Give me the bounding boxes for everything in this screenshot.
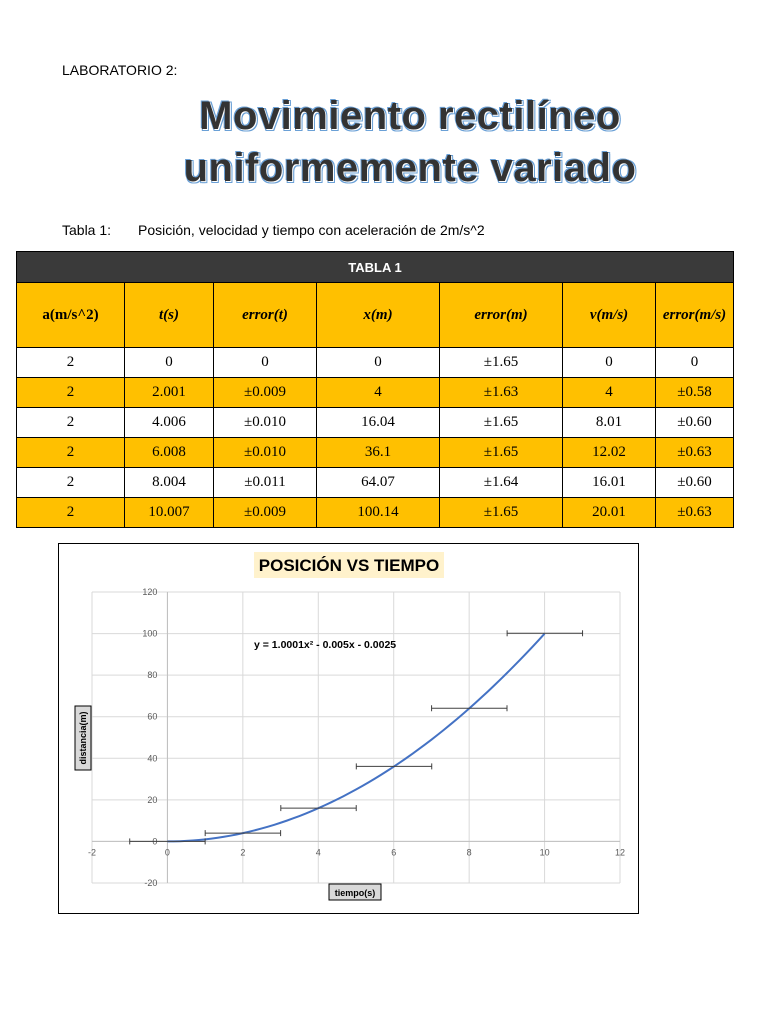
table-caption-text: Posición, velocidad y tiempo con aceleración de 2m/s^2 xyxy=(138,222,485,238)
column-header: error(t) xyxy=(214,283,317,348)
x-tick-label: 0 xyxy=(164,847,170,858)
data-table xyxy=(16,251,734,528)
x-tick-label: 10 xyxy=(539,847,550,858)
table-cell: 16.04 xyxy=(317,408,440,438)
table-cell: ±0.60 xyxy=(656,468,734,498)
table-cell: 0 xyxy=(563,348,656,378)
table-cell: 0 xyxy=(656,348,734,378)
table-row xyxy=(17,348,734,378)
column-header: t(s) xyxy=(125,283,214,348)
y-tick-label: 0 xyxy=(152,836,158,847)
x-tick-label: 2 xyxy=(240,847,246,858)
table-cell: 2 xyxy=(17,468,125,498)
column-header: error(m/s) xyxy=(656,283,734,348)
table-cell: ±0.011 xyxy=(214,468,317,498)
y-tick-label: 60 xyxy=(147,711,158,722)
table-cell: ±0.010 xyxy=(214,408,317,438)
table-cell: 2 xyxy=(17,438,125,468)
table-cell: 10.007 xyxy=(125,498,214,528)
y-tick-label: 20 xyxy=(147,794,158,805)
title-line-2: uniformemente variado xyxy=(183,146,637,190)
table-row xyxy=(17,498,734,528)
table-cell: 6.008 xyxy=(125,438,214,468)
x-tick-label: 4 xyxy=(315,847,321,858)
table-caption-number: Tabla 1: xyxy=(62,222,112,238)
table-cell: 12.02 xyxy=(563,438,656,468)
table-row xyxy=(17,408,734,438)
y-tick-label: 80 xyxy=(147,670,158,681)
title-line-1: Movimiento rectilíneo xyxy=(199,94,621,138)
table-row xyxy=(17,378,734,408)
table-title-row xyxy=(17,252,734,283)
table-row xyxy=(17,468,734,498)
table-cell: 2 xyxy=(17,348,125,378)
y-tick-label: -20 xyxy=(144,878,158,888)
table-cell: 0 xyxy=(125,348,214,378)
table-cell: ±0.009 xyxy=(214,378,317,408)
table-cell: 2 xyxy=(17,378,125,408)
y-tick-label: 120 xyxy=(142,587,158,597)
table-cell: ±1.64 xyxy=(440,468,563,498)
table-cell: 100.14 xyxy=(317,498,440,528)
table-cell: ±0.58 xyxy=(656,378,734,408)
column-header: x(m) xyxy=(317,283,440,348)
table-cell: 2 xyxy=(17,498,125,528)
table-cell: ±1.65 xyxy=(440,438,563,468)
table-cell: ±1.65 xyxy=(440,498,563,528)
table-cell: ±1.63 xyxy=(440,378,563,408)
table-cell: ±1.65 xyxy=(440,348,563,378)
x-axis-label: tiempo(s) xyxy=(334,888,376,898)
table-cell: 36.1 xyxy=(317,438,440,468)
trendline-equation: y = 1.0001x² - 0.005x - 0.0025 xyxy=(254,639,397,651)
table-cell: 0 xyxy=(214,348,317,378)
table-row xyxy=(17,438,734,468)
table-cell: 20.01 xyxy=(563,498,656,528)
table-cell: ±0.63 xyxy=(656,498,734,528)
table-cell: 8.004 xyxy=(125,468,214,498)
table-cell: 4 xyxy=(563,378,656,408)
table-cell: 4.006 xyxy=(125,408,214,438)
y-tick-label: 40 xyxy=(147,753,158,764)
column-header: error(m) xyxy=(440,283,563,348)
chart-title: POSICIÓN VS TIEMPO xyxy=(258,556,440,575)
y-tick-label: 100 xyxy=(142,628,158,639)
x-tick-label: 6 xyxy=(391,847,397,858)
column-header: v(m/s) xyxy=(563,283,656,348)
table-cell: 2 xyxy=(17,408,125,438)
lab-label: LABORATORIO 2: xyxy=(62,62,178,78)
table-cell: 0 xyxy=(317,348,440,378)
chart-container xyxy=(58,543,639,914)
x-tick-label: 8 xyxy=(466,847,472,858)
table-header-row xyxy=(17,283,734,348)
column-header: a(m/s^2) xyxy=(17,283,125,348)
table-cell: 4 xyxy=(317,378,440,408)
y-axis-label: distancia(m) xyxy=(78,711,88,765)
table-title: TABLA 1 xyxy=(17,252,734,283)
table-caption xyxy=(62,222,485,238)
x-tick-label: -2 xyxy=(87,847,97,858)
table-cell: ±0.60 xyxy=(656,408,734,438)
table-cell: 64.07 xyxy=(317,468,440,498)
table-cell: 16.01 xyxy=(563,468,656,498)
table-cell: ±0.009 xyxy=(214,498,317,528)
document-title xyxy=(0,90,768,194)
x-tick-label: 12 xyxy=(614,847,626,858)
table-cell: ±0.010 xyxy=(214,438,317,468)
position-time-chart xyxy=(59,544,638,913)
table-cell: 2.001 xyxy=(125,378,214,408)
table-cell: ±0.63 xyxy=(656,438,734,468)
table-cell: ±1.65 xyxy=(440,408,563,438)
table-cell: 8.01 xyxy=(563,408,656,438)
